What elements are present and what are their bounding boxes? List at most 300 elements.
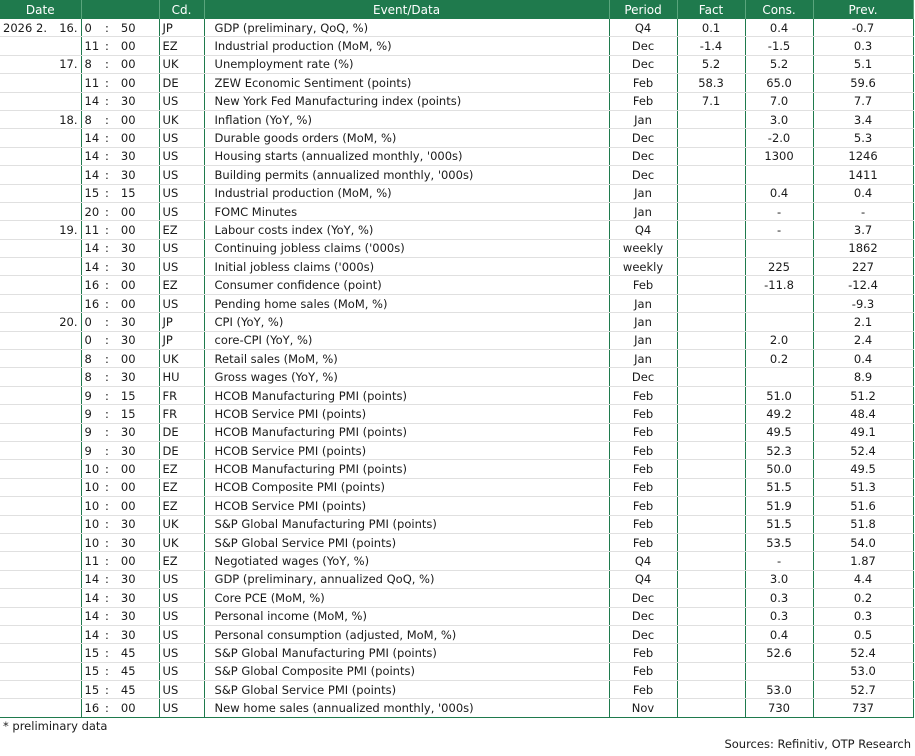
cell-event: GDP (preliminary, annualized QoQ, %) <box>204 570 609 588</box>
cell-year <box>0 497 34 515</box>
cell-hour: 14 <box>81 166 103 184</box>
cell-fact <box>677 294 745 312</box>
cell-period: Feb <box>609 74 677 92</box>
cell-country-code: UK <box>159 533 204 551</box>
cell-event: HCOB Service PMI (points) <box>204 497 609 515</box>
cell-month <box>34 92 48 110</box>
cell-period: Feb <box>609 460 677 478</box>
cell-previous: 0.3 <box>813 607 913 625</box>
time-separator: : <box>105 517 109 532</box>
minute-value: 00 <box>120 204 136 219</box>
cell-day <box>48 74 81 92</box>
table-row <box>0 92 913 110</box>
cell-consensus: 0.2 <box>745 350 813 368</box>
minute-value: 30 <box>120 609 136 624</box>
table-row <box>0 55 913 73</box>
table-header-row <box>0 0 913 19</box>
table-row <box>0 423 913 441</box>
cell-minute <box>103 460 159 478</box>
cell-year <box>0 607 34 625</box>
cell-period: Jan <box>609 184 677 202</box>
cell-hour: 10 <box>81 460 103 478</box>
table-row <box>0 589 913 607</box>
cell-day <box>48 699 81 717</box>
time-separator: : <box>105 259 109 274</box>
cell-event: ZEW Economic Sentiment (points) <box>204 74 609 92</box>
cell-previous: 51.2 <box>813 386 913 404</box>
cell-period: Feb <box>609 681 677 699</box>
minute-value: 30 <box>120 149 136 164</box>
cell-country-code: EZ <box>159 460 204 478</box>
cell-hour: 14 <box>81 607 103 625</box>
cell-fact <box>677 166 745 184</box>
cell-minute <box>103 681 159 699</box>
table-row <box>0 239 913 257</box>
table-row <box>0 644 913 662</box>
time-separator: : <box>105 370 109 385</box>
cell-event: Core PCE (MoM, %) <box>204 589 609 607</box>
cell-event: Personal consumption (adjusted, MoM, %) <box>204 625 609 643</box>
cell-month <box>34 166 48 184</box>
minute-value: 30 <box>120 535 136 550</box>
cell-consensus: - <box>745 221 813 239</box>
cell-minute <box>103 533 159 551</box>
table-row <box>0 386 913 404</box>
table-row <box>0 478 913 496</box>
cell-minute <box>103 552 159 570</box>
time-separator: : <box>105 57 109 72</box>
cell-consensus: 51.9 <box>745 497 813 515</box>
cell-consensus: 1300 <box>745 147 813 165</box>
table-row <box>0 37 913 55</box>
cell-fact <box>677 570 745 588</box>
cell-country-code: DE <box>159 441 204 459</box>
cell-event: Housing starts (annualized monthly, '000s) <box>204 147 609 165</box>
cell-day <box>48 570 81 588</box>
cell-consensus: 730 <box>745 699 813 717</box>
cell-day <box>48 294 81 312</box>
cell-year <box>0 55 34 73</box>
cell-minute <box>103 166 159 184</box>
cell-month <box>34 515 48 533</box>
minute-value: 30 <box>120 314 136 329</box>
cell-year <box>0 405 34 423</box>
cell-event: HCOB Manufacturing PMI (points) <box>204 460 609 478</box>
cell-period: Dec <box>609 129 677 147</box>
cell-country-code: US <box>159 644 204 662</box>
time-separator: : <box>105 480 109 495</box>
time-separator: : <box>105 682 109 697</box>
cell-fact: 58.3 <box>677 74 745 92</box>
cell-day <box>48 276 81 294</box>
cell-day <box>48 184 81 202</box>
cell-year <box>0 276 34 294</box>
cell-year <box>0 386 34 404</box>
table-row <box>0 19 913 37</box>
cell-event: S&P Global Service PMI (points) <box>204 681 609 699</box>
cell-month <box>34 74 48 92</box>
cell-period: Jan <box>609 350 677 368</box>
cell-minute <box>103 258 159 276</box>
cell-day <box>48 460 81 478</box>
cell-previous: 1411 <box>813 166 913 184</box>
cell-minute <box>103 497 159 515</box>
cell-fact <box>677 276 745 294</box>
cell-month <box>34 681 48 699</box>
cell-country-code: JP <box>159 331 204 349</box>
cell-month <box>34 662 48 680</box>
cell-hour: 16 <box>81 276 103 294</box>
cell-hour: 14 <box>81 570 103 588</box>
cell-consensus: 65.0 <box>745 74 813 92</box>
time-separator: : <box>105 94 109 109</box>
cell-hour: 9 <box>81 405 103 423</box>
cell-minute <box>103 110 159 128</box>
cell-fact <box>677 644 745 662</box>
header-date: Date <box>0 0 81 19</box>
cell-hour: 9 <box>81 423 103 441</box>
cell-previous: 737 <box>813 699 913 717</box>
table-row <box>0 497 913 515</box>
cell-period: Jan <box>609 294 677 312</box>
cell-period: Feb <box>609 497 677 515</box>
cell-country-code: US <box>159 294 204 312</box>
cell-fact <box>677 699 745 717</box>
cell-year <box>0 202 34 220</box>
cell-day <box>48 589 81 607</box>
cell-consensus: 0.3 <box>745 589 813 607</box>
cell-previous: 59.6 <box>813 74 913 92</box>
cell-hour: 0 <box>81 331 103 349</box>
cell-event: Inflation (YoY, %) <box>204 110 609 128</box>
cell-day: 20. <box>48 313 81 331</box>
cell-hour: 10 <box>81 497 103 515</box>
cell-period: Q4 <box>609 552 677 570</box>
minute-value: 15 <box>120 186 136 201</box>
cell-month <box>34 55 48 73</box>
cell-fact <box>677 184 745 202</box>
cell-previous: 52.4 <box>813 644 913 662</box>
cell-fact <box>677 239 745 257</box>
cell-day <box>48 625 81 643</box>
cell-event: Industrial production (MoM, %) <box>204 37 609 55</box>
cell-year <box>0 460 34 478</box>
cell-year <box>0 423 34 441</box>
cell-period: Feb <box>609 386 677 404</box>
cell-period: Dec <box>609 166 677 184</box>
minute-value: 00 <box>120 554 136 569</box>
cell-fact <box>677 110 745 128</box>
cell-period: Dec <box>609 147 677 165</box>
cell-country-code: FR <box>159 386 204 404</box>
cell-day <box>48 350 81 368</box>
cell-minute <box>103 92 159 110</box>
cell-country-code: DE <box>159 423 204 441</box>
cell-month <box>34 497 48 515</box>
minute-value: 45 <box>120 664 136 679</box>
cell-hour: 15 <box>81 644 103 662</box>
cell-event: Durable goods orders (MoM, %) <box>204 129 609 147</box>
minute-value: 30 <box>120 167 136 182</box>
cell-fact <box>677 681 745 699</box>
cell-minute <box>103 699 159 717</box>
cell-previous: -12.4 <box>813 276 913 294</box>
cell-previous: 0.4 <box>813 350 913 368</box>
cell-hour: 14 <box>81 239 103 257</box>
cell-consensus: 3.0 <box>745 110 813 128</box>
cell-event: Gross wages (YoY, %) <box>204 368 609 386</box>
minute-value: 30 <box>120 590 136 605</box>
cell-hour: 16 <box>81 699 103 717</box>
cell-minute <box>103 184 159 202</box>
cell-day: 19. <box>48 221 81 239</box>
cell-consensus: 51.0 <box>745 386 813 404</box>
cell-event: Pending home sales (MoM, %) <box>204 294 609 312</box>
table-row <box>0 294 913 312</box>
cell-day: 16. <box>48 19 81 37</box>
cell-period: Feb <box>609 423 677 441</box>
cell-month <box>34 460 48 478</box>
table-row <box>0 331 913 349</box>
cell-consensus: 3.0 <box>745 570 813 588</box>
cell-country-code: US <box>159 166 204 184</box>
cell-consensus: 51.5 <box>745 478 813 496</box>
time-separator: : <box>105 351 109 366</box>
time-separator: : <box>105 204 109 219</box>
table-row <box>0 276 913 294</box>
time-separator: : <box>105 186 109 201</box>
cell-year <box>0 313 34 331</box>
cell-event: Retail sales (MoM, %) <box>204 350 609 368</box>
cell-hour: 11 <box>81 74 103 92</box>
cell-fact <box>677 313 745 331</box>
minute-value: 30 <box>120 94 136 109</box>
cell-fact <box>677 386 745 404</box>
cell-previous: 53.0 <box>813 662 913 680</box>
cell-day <box>48 478 81 496</box>
cell-year: 2026 <box>0 19 34 37</box>
cell-event: Building permits (annualized monthly, '000s) <box>204 166 609 184</box>
time-separator: : <box>105 664 109 679</box>
cell-consensus: 0.3 <box>745 607 813 625</box>
time-separator: : <box>105 443 109 458</box>
cell-month <box>34 644 48 662</box>
cell-day <box>48 405 81 423</box>
cell-hour: 9 <box>81 441 103 459</box>
cell-period: Jan <box>609 313 677 331</box>
cell-month <box>34 552 48 570</box>
table-row <box>0 184 913 202</box>
cell-country-code: US <box>159 681 204 699</box>
cell-year <box>0 681 34 699</box>
header-cd: Cd. <box>159 0 204 19</box>
cell-event: New York Fed Manufacturing index (points) <box>204 92 609 110</box>
cell-year <box>0 570 34 588</box>
time-separator: : <box>105 462 109 477</box>
minute-value: 30 <box>120 443 136 458</box>
cell-year <box>0 331 34 349</box>
cell-day: 18. <box>48 110 81 128</box>
minute-value: 30 <box>120 333 136 348</box>
cell-previous: 3.4 <box>813 110 913 128</box>
cell-fact <box>677 350 745 368</box>
cell-period: Feb <box>609 441 677 459</box>
cell-previous: 52.7 <box>813 681 913 699</box>
cell-month <box>34 37 48 55</box>
cell-consensus: 53.0 <box>745 681 813 699</box>
cell-previous: 1.87 <box>813 552 913 570</box>
table-row <box>0 405 913 423</box>
cell-consensus: -11.8 <box>745 276 813 294</box>
table-row <box>0 441 913 459</box>
cell-year <box>0 37 34 55</box>
cell-month <box>34 110 48 128</box>
cell-month <box>34 129 48 147</box>
table-row <box>0 699 913 717</box>
cell-event: S&P Global Service PMI (points) <box>204 533 609 551</box>
cell-consensus: 49.2 <box>745 405 813 423</box>
cell-year <box>0 147 34 165</box>
cell-country-code: EZ <box>159 497 204 515</box>
cell-consensus: 2.0 <box>745 331 813 349</box>
cell-month <box>34 478 48 496</box>
cell-period: Nov <box>609 699 677 717</box>
cell-previous: 3.7 <box>813 221 913 239</box>
cell-fact <box>677 497 745 515</box>
table-row <box>0 129 913 147</box>
cell-period: Jan <box>609 331 677 349</box>
time-separator: : <box>105 590 109 605</box>
cell-hour: 11 <box>81 552 103 570</box>
cell-event: Consumer confidence (point) <box>204 276 609 294</box>
table-row <box>0 221 913 239</box>
cell-country-code: US <box>159 147 204 165</box>
cell-month <box>34 533 48 551</box>
cell-previous: - <box>813 202 913 220</box>
minute-value: 00 <box>120 131 136 146</box>
cell-country-code: US <box>159 258 204 276</box>
cell-minute <box>103 662 159 680</box>
cell-fact <box>677 662 745 680</box>
cell-month <box>34 221 48 239</box>
table-row <box>0 258 913 276</box>
cell-minute <box>103 405 159 423</box>
minute-value: 00 <box>120 462 136 477</box>
time-separator: : <box>105 241 109 256</box>
table-row <box>0 515 913 533</box>
cell-fact <box>677 368 745 386</box>
cell-fact <box>677 258 745 276</box>
minute-value: 30 <box>120 517 136 532</box>
cell-previous: 0.3 <box>813 37 913 55</box>
cell-previous: 2.4 <box>813 331 913 349</box>
cell-country-code: EZ <box>159 276 204 294</box>
header-prev: Prev. <box>813 0 913 19</box>
minute-value: 00 <box>120 278 136 293</box>
cell-previous: 5.3 <box>813 129 913 147</box>
cell-consensus <box>745 294 813 312</box>
time-separator: : <box>105 572 109 587</box>
minute-value: 00 <box>120 75 136 90</box>
cell-month <box>34 147 48 165</box>
cell-minute <box>103 423 159 441</box>
cell-consensus <box>745 239 813 257</box>
cell-fact <box>677 405 745 423</box>
cell-minute <box>103 147 159 165</box>
cell-country-code: EZ <box>159 37 204 55</box>
cell-fact <box>677 589 745 607</box>
cell-event: HCOB Service PMI (points) <box>204 441 609 459</box>
time-separator: : <box>105 406 109 421</box>
cell-event: core-CPI (YoY, %) <box>204 331 609 349</box>
cell-previous: 8.9 <box>813 368 913 386</box>
minute-value: 30 <box>120 259 136 274</box>
minute-value: 30 <box>120 425 136 440</box>
cell-consensus: 52.6 <box>745 644 813 662</box>
cell-minute <box>103 313 159 331</box>
time-separator: : <box>105 20 109 35</box>
cell-hour: 15 <box>81 662 103 680</box>
cell-minute <box>103 221 159 239</box>
cell-hour: 8 <box>81 110 103 128</box>
cell-day <box>48 239 81 257</box>
table-row <box>0 625 913 643</box>
cell-fact <box>677 552 745 570</box>
cell-consensus: -1.5 <box>745 37 813 55</box>
cell-country-code: US <box>159 589 204 607</box>
cell-event: Initial jobless claims ('000s) <box>204 258 609 276</box>
cell-previous: 7.7 <box>813 92 913 110</box>
minute-value: 00 <box>120 222 136 237</box>
cell-hour: 16 <box>81 294 103 312</box>
header-event: Event/Data <box>204 0 609 19</box>
cell-event: Negotiated wages (YoY, %) <box>204 552 609 570</box>
cell-event: Continuing jobless claims ('000s) <box>204 239 609 257</box>
time-separator: : <box>105 498 109 513</box>
cell-previous: 0.2 <box>813 589 913 607</box>
cell-minute <box>103 478 159 496</box>
cell-year <box>0 368 34 386</box>
cell-consensus: 50.0 <box>745 460 813 478</box>
cell-year <box>0 350 34 368</box>
cell-day <box>48 147 81 165</box>
cell-previous: 48.4 <box>813 405 913 423</box>
cell-minute <box>103 239 159 257</box>
cell-event: GDP (preliminary, QoQ, %) <box>204 19 609 37</box>
cell-period: Jan <box>609 110 677 128</box>
cell-country-code: UK <box>159 110 204 128</box>
cell-period: weekly <box>609 239 677 257</box>
time-separator: : <box>105 75 109 90</box>
cell-consensus: 7.0 <box>745 92 813 110</box>
cell-period: Dec <box>609 368 677 386</box>
cell-fact <box>677 515 745 533</box>
cell-country-code: US <box>159 129 204 147</box>
minute-value: 00 <box>120 701 136 716</box>
cell-previous: -9.3 <box>813 294 913 312</box>
cell-day <box>48 423 81 441</box>
cell-year <box>0 662 34 680</box>
minute-value: 30 <box>120 627 136 642</box>
cell-consensus: 225 <box>745 258 813 276</box>
cell-day <box>48 552 81 570</box>
cell-country-code: UK <box>159 350 204 368</box>
cell-consensus <box>745 166 813 184</box>
cell-year <box>0 441 34 459</box>
cell-previous: 51.8 <box>813 515 913 533</box>
cell-country-code: HU <box>159 368 204 386</box>
cell-previous: 0.5 <box>813 625 913 643</box>
